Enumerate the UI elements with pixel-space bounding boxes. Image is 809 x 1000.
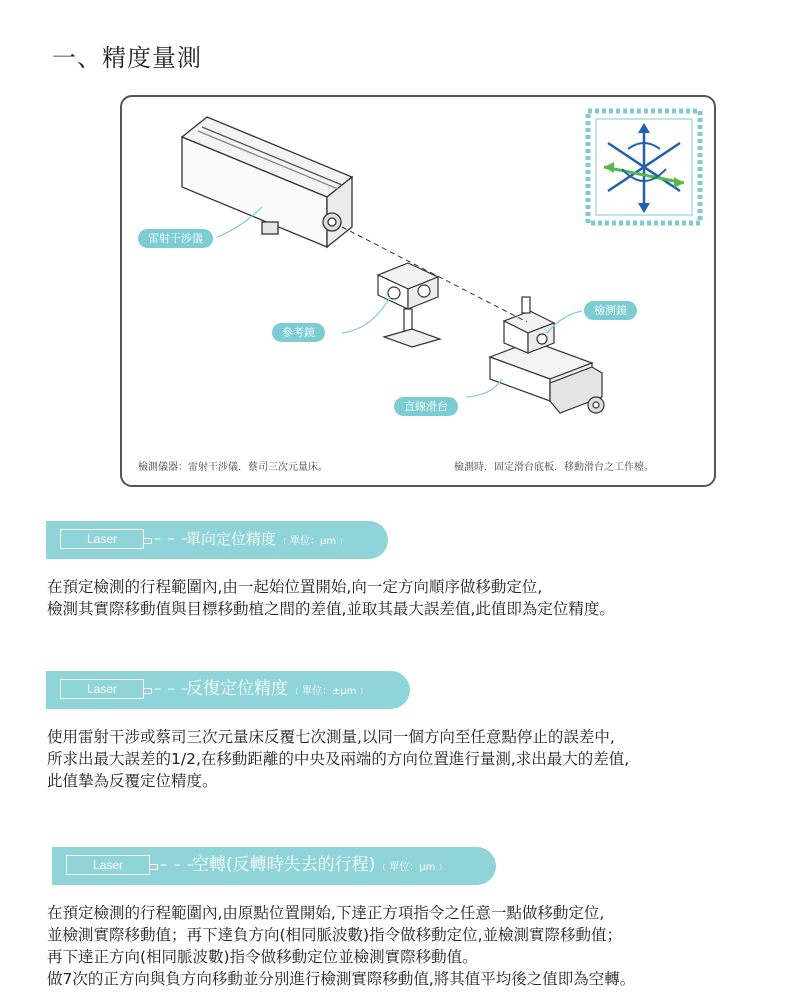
section-unit: ﹝單位：μm﹞ (280, 536, 347, 547)
callout-interferometer: 雷射干涉儀 (138, 229, 213, 248)
section-header-repeatability (46, 671, 410, 709)
section-unit: ﹝單位：±μm﹞ (292, 686, 367, 697)
paragraph-line: 在預定檢測的行程範圍內,由一起始位置開始,向一定方向順序做移動定位, (47, 578, 543, 596)
laser-label: Laser (66, 855, 150, 875)
figure-caption-right: 檢測時．固定滑台底板．移動滑台之工作檯。 (454, 462, 654, 473)
section-title (186, 677, 366, 704)
section-unit: ﹝單位：μm﹞ (379, 862, 446, 873)
beam-dashes: – – – (154, 681, 189, 697)
reference-mirror-illustration (378, 263, 440, 347)
callout-linear-stage: 直線滑台 (394, 397, 458, 416)
paragraph-line: 在預定檢測的行程範圍內,由原點位置開始,下達正方項指令之任意一點做移動定位, (47, 904, 605, 922)
laser-label: Laser (60, 529, 144, 549)
paragraph-line: 此值摯為反覆定位精度。 (47, 772, 218, 790)
section-paragraph (47, 902, 635, 990)
axis-directions-icon (588, 111, 700, 223)
beam-dashes: – – – (154, 531, 189, 547)
section-title-text: 單向定位精度 (186, 530, 277, 548)
laser-label: Laser (60, 679, 144, 699)
section-paragraph (47, 576, 615, 620)
figure-caption-left: 檢測儀器：雷射干涉儀．蔡司三次元量床。 (138, 462, 328, 473)
section-title (192, 853, 445, 880)
section-header-unidirectional (46, 521, 388, 559)
paragraph-line: 並檢測實際移動值；再下達負方向(相同脈波數)指令做移動定位,並檢測實際移動值； (47, 926, 623, 944)
setup-illustration (122, 97, 714, 485)
section-title-text: 空轉(反轉時失去的行程) (192, 855, 376, 875)
paragraph-line: 所求出最大誤差的1/2,在移動距離的中央及兩端的方向位置進行量測,求出最大的差值, (47, 750, 630, 768)
page-title: 一、精度量測 (52, 44, 202, 72)
callout-reference-mirror: 參考鏡 (272, 323, 325, 342)
section-title-text: 反復定位精度 (186, 679, 288, 699)
paragraph-line: 檢測其實際移動值與目標移動植之間的差值,並取其最大誤差值,此值即為定位精度。 (47, 600, 615, 618)
paragraph-line: 使用雷射干涉或蔡司三次元量床反覆七次測量,以同一個方向至任意點停止的誤差中, (47, 728, 615, 746)
measurement-setup-figure (120, 95, 716, 487)
laser-emitter-icon (144, 688, 152, 694)
callout-measuring-mirror: 檢測鏡 (584, 301, 637, 320)
beam-dashes: – – – (160, 857, 195, 873)
paragraph-line: 做7次的正方向與負方向移動並分別進行檢測實際移動值,將其值平均後之值即為空轉。 (47, 970, 636, 988)
section-title (186, 527, 346, 554)
section-paragraph (47, 726, 629, 792)
laser-emitter-icon (150, 864, 158, 870)
laser-emitter-icon (144, 538, 152, 544)
laser-interferometer-illustration (182, 117, 352, 247)
paragraph-line: 再下達正方向(相同脈波數)指令做移動定位並檢測實際移動值。 (47, 948, 478, 966)
section-header-backlash (52, 847, 496, 885)
